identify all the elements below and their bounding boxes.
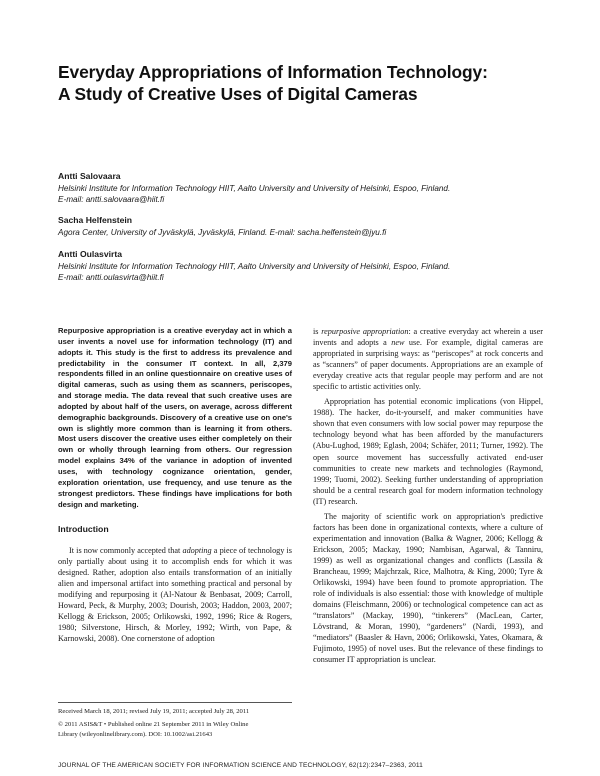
paper-title bbox=[58, 61, 558, 105]
author-affiliation: Helsinki Institute for Information Technology HIIT, Aalto University and University of Helsinki, Espoo, Finland. bbox=[58, 183, 451, 193]
right-column-text bbox=[313, 326, 543, 665]
title-line-2: A Study of Creative Uses of Digital Cameras bbox=[58, 84, 418, 104]
author-block-1 bbox=[58, 171, 558, 205]
journal-footer: JOURNAL OF THE AMERICAN SOCIETY FOR INFORMATION SCIENCE AND TECHNOLOGY, 62(12):2347–2363, 2011 bbox=[58, 762, 423, 769]
author-block-3 bbox=[58, 249, 558, 283]
author-email: E-mail: antti.oulasvirta@hiit.fi bbox=[58, 272, 164, 282]
paragraph-2: Appropriation has potential economic implications (von Hippel, 1988). The hacker, do-it-yourself, and maker communities have shown that even consumers with low social power may repurpose the technology beyond what has been afforded by the manufacturers (Abu-Lughod, 1989; Eglash, 2004; Schäfer, 2011; Turner, 1992). The open source movement has successfully activated end-user communities to create new markets and technologies (Raymond, 1999; Tuomi, 2002). Seeking further understanding of appropriation should be a central research goal for modern information technology (IT) research. bbox=[313, 397, 543, 506]
author-name: Sacha Helfenstein bbox=[58, 215, 133, 225]
author-name: Antti Salovaara bbox=[58, 171, 121, 181]
author-affiliation: Agora Center, University of Jyväskylä, Jyväskylä, Finland. E-mail: sacha.helfenstein@jyu.fi bbox=[58, 227, 387, 237]
author-block-2 bbox=[58, 215, 558, 238]
article-notes bbox=[58, 702, 292, 740]
introduction-text bbox=[58, 545, 292, 644]
received-dates: Received March 18, 2011; revised July 19, 2011; accepted July 28, 2011 bbox=[58, 708, 250, 715]
title-line-1: Everyday Appropriations of Information Technology: bbox=[58, 62, 488, 82]
abstract: Repurposive appropriation is a creative everyday act in which a user invents a novel use for information technology (IT) and adopts it. This study is the first to address its prevalence and predictability in the consumer IT context. In all, 2,379 respondents filled in an online questionnaire on creative uses of digital cameras, such as using them as scanners, periscopes, and storage media. The data reveal that such creative uses are adopted by about half of the users, on average, across different demographic backgrounds. Discovery of a creative use on one's own is slightly more common than is learning it from others. Most users discover the creative uses either completely on their own or wholly through learning from others. Our regression model explains 34% of the variance in adoption of invented uses, with technology cognizance orientation, gender, exploration orientation, use frequency, and use tenure as the strongest predictors. These findings have implications for both design and marketing. bbox=[58, 326, 292, 509]
paragraph-1: is repurposive appropriation: a creative everyday act wherein a user invents and adopts a new use. For example, digital cameras are appropriated in surprising ways: as “periscopes” at rock concerts and as “scanners” of paper documents. Appropriations are an example of everyday creative acts that regular people may perform and are not specific to artistic activities only. bbox=[313, 327, 543, 392]
copyright-line-1: © 2011 ASIS&T • Published online 21 September 2011 in Wiley Online bbox=[58, 721, 249, 728]
author-affiliation: Helsinki Institute for Information Technology HIIT, Aalto University and University of Helsinki, Espoo, Finland. bbox=[58, 261, 451, 271]
section-heading-introduction: Introduction bbox=[58, 524, 109, 534]
paragraph-3: The majority of scientific work on appropriation's predictive factors has been done in organizational contexts, where a culture of experimentation and innovation (Balka & Wagner, 2006; Kellogg & Erickson, 2005; Mackay, 1990; Nambisan, Agarwal, & Tanniru, 1999) as well as organizational changes and conflicts (Lassila & Brancheau, 1999; Majchrzak, Rice, Malhotra, & King, 2000; Tyre & Orlikowski, 1994) have been found to promote appropriation. The role of individuals is also essential: those with knowledge of multiple domains (Fleischmann, 2006) or technological competence can act as “translators” (Mackay, 1990), “tinkerers” (MacLean, Carter, Lövstrand, & Moran, 1990), “gardeners” (Nardi, 1993), and “mediators” (Baasler & Havn, 2006; Orlikowski, Yates, Okamara, & Fujimoto, 1995) of novel uses. But the relevance of these findings to consumer IT appropriation is unclear. bbox=[313, 511, 543, 665]
author-name: Antti Oulasvirta bbox=[58, 249, 122, 259]
intro-paragraph: It is now commonly accepted that adopting a piece of technology is only partially about using it to accomplish ends for which it was designed. Rather, adoption also entails transformation of an initially alien and impersonal artifact into something practical and personal by modifying and repurposing it (Al-Natour & Benbasat, 2009; Carroll, Howard, Peck, & Murphy, 2003; Dourish, 2003; Haddon, 2003, 2007; Kellogg & Erickson, 2005; Orlikowski, 1992, 1996; Rice & Rogers, 1980; Silverstone, Hirsch, & Morley, 1992; Wirth, von Pape, & Karnowski, 2008). One cornerstone of adoption bbox=[58, 546, 292, 644]
copyright-line-2: Library (wileyonlinelibrary.com). DOI: 10.1002/asi.21643 bbox=[58, 731, 213, 738]
author-email: E-mail: antti.salovaara@hiit.fi bbox=[58, 194, 165, 204]
